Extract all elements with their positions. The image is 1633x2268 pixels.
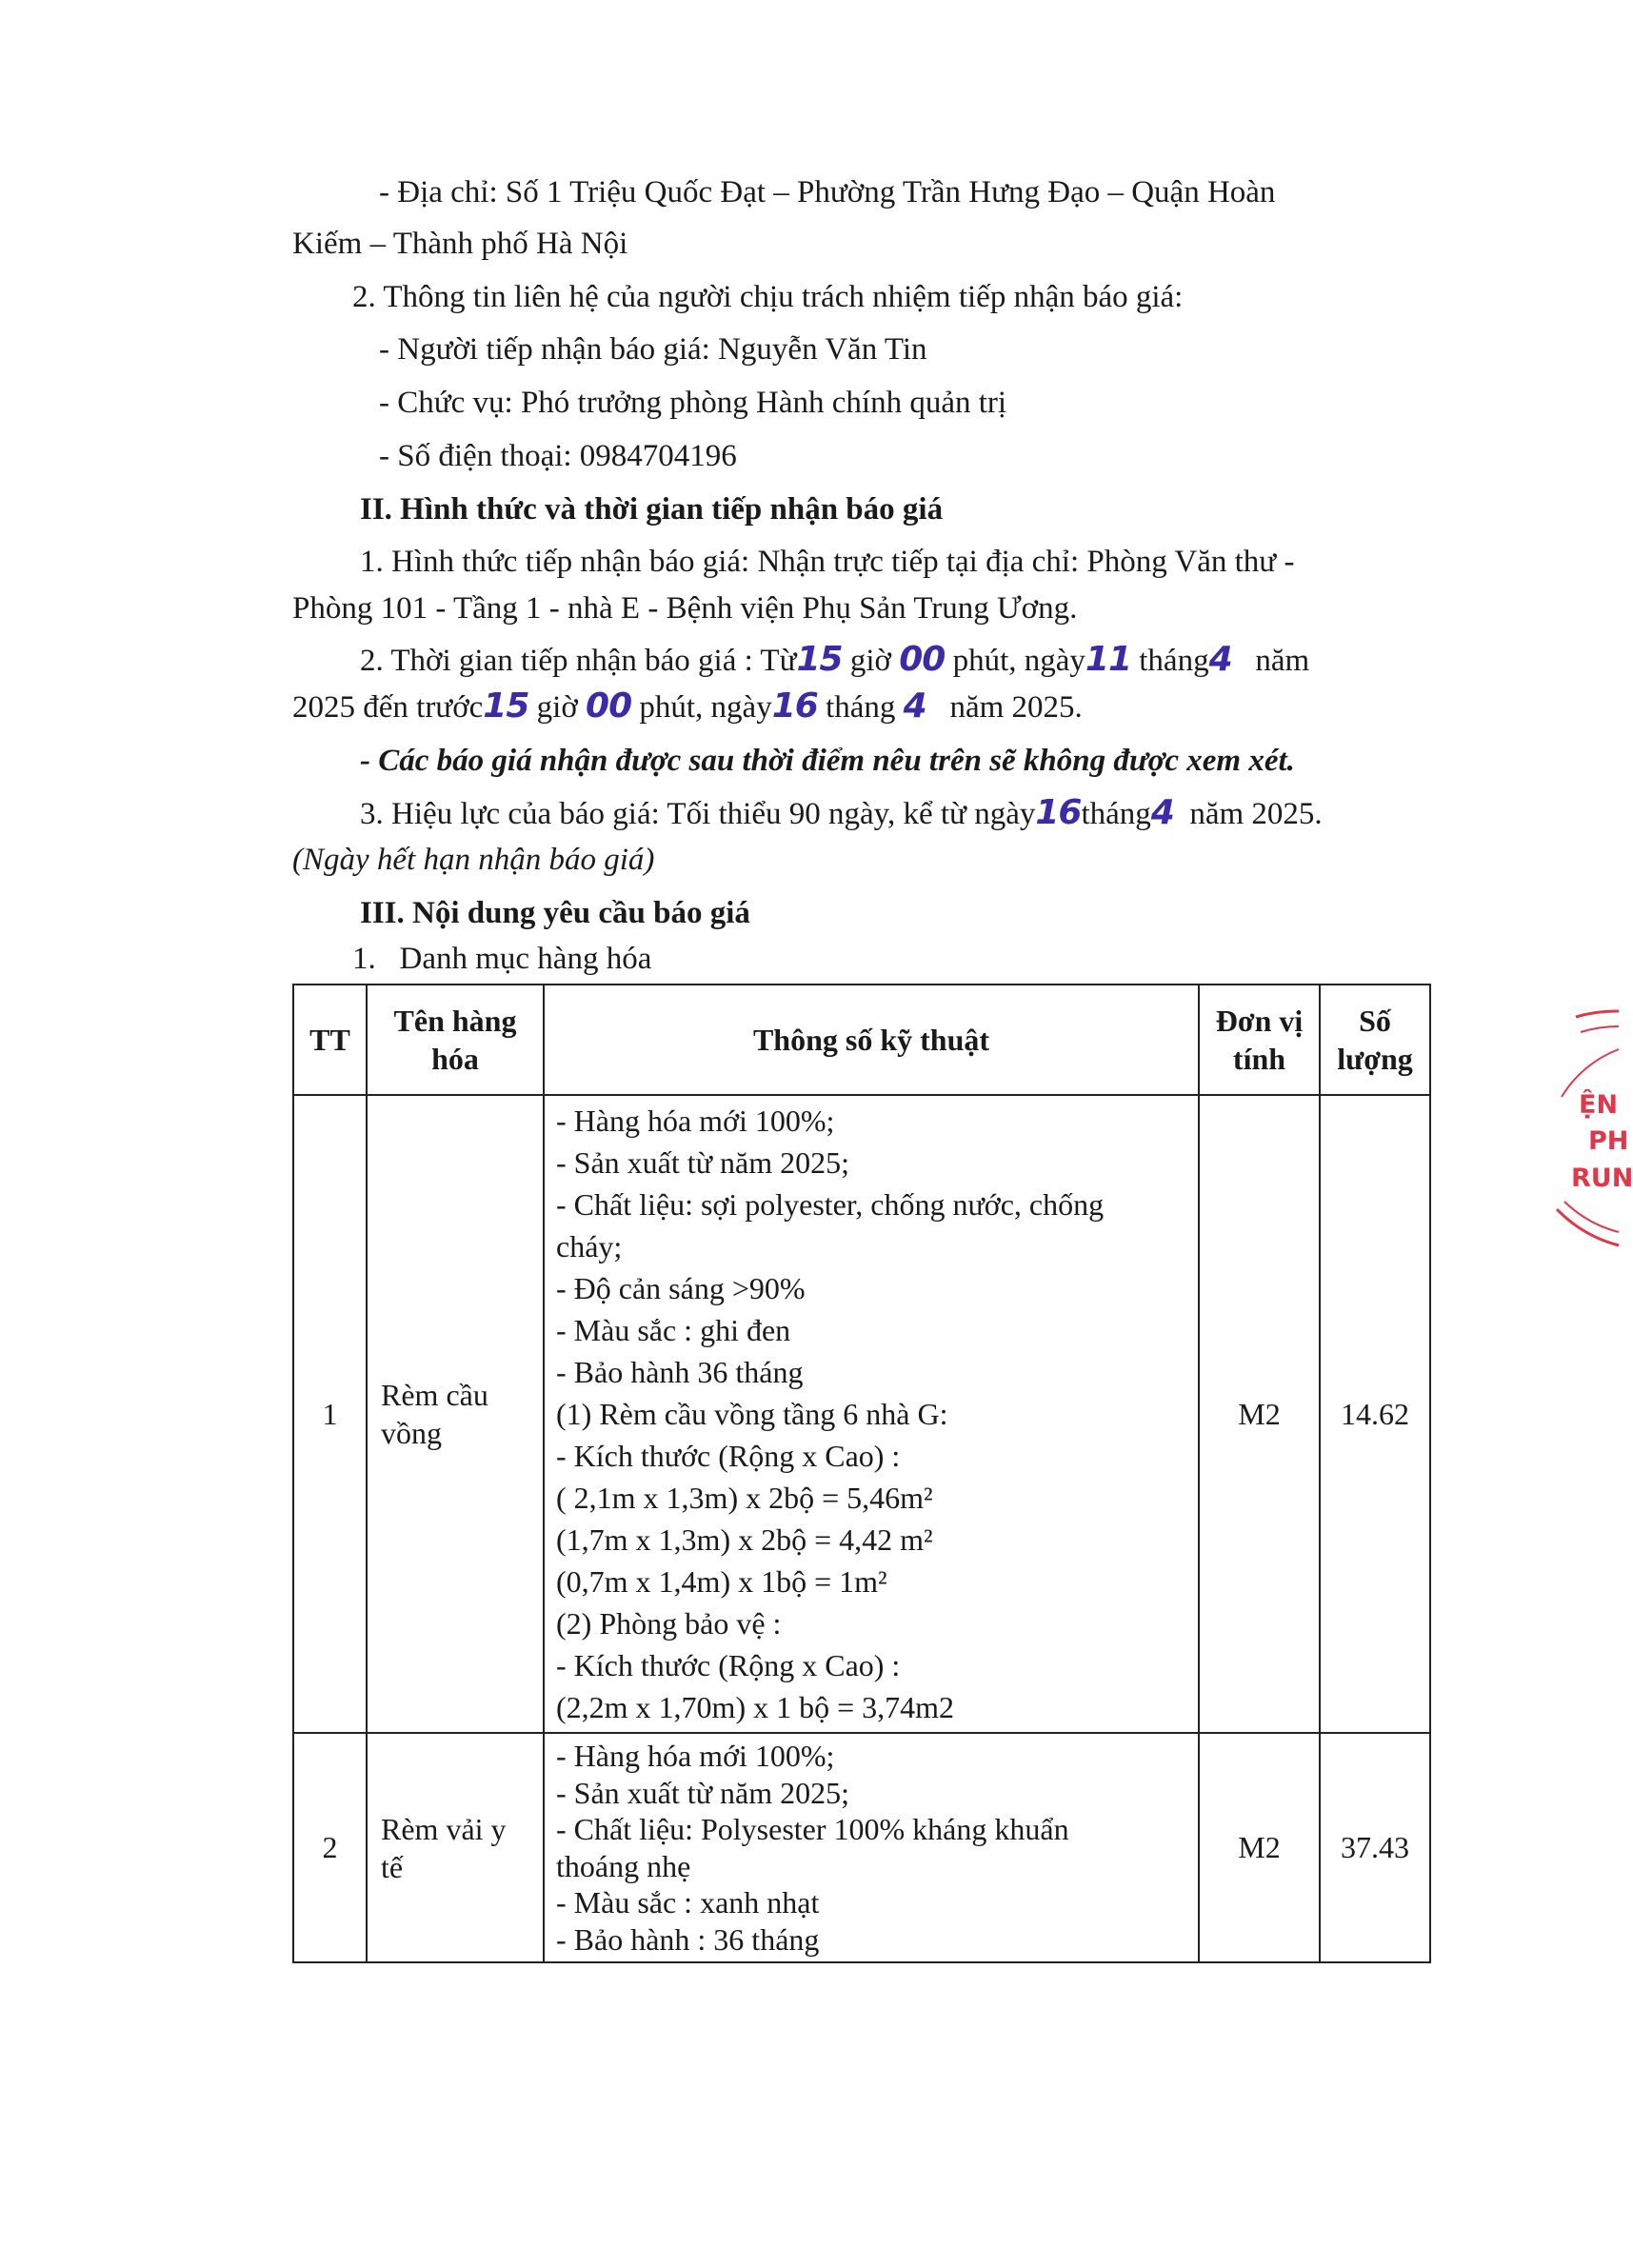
- row-1-name-line-2: vồng: [381, 1416, 442, 1450]
- row-1-unit: M2: [1199, 1095, 1320, 1733]
- section-3-heading: III. Nội dung yêu cầu báo giá: [360, 896, 750, 930]
- row-2-tt: 2: [293, 1733, 367, 1962]
- row-2-spec-line: - Chất liệu: Polysester 100% kháng khuẩn: [556, 1812, 1069, 1846]
- row-1-name: [367, 1095, 544, 1733]
- header-qty-line-1: Số: [1359, 1004, 1391, 1038]
- header-tt: TT: [293, 985, 367, 1095]
- row-2-name-line-2: tế: [381, 1849, 404, 1884]
- time-text-from: 2. Thời gian tiếp nhận báo giá : Từ: [360, 644, 797, 678]
- row-1-tt: 1: [293, 1095, 367, 1733]
- section-2-heading: II. Hình thức và thời gian tiếp nhận báo giá: [360, 492, 944, 527]
- time-text-month-2: tháng: [826, 690, 896, 725]
- time-text-until: 2025 đến trước: [292, 690, 484, 725]
- row-1-spec-line: - Hàng hóa mới 100%;: [556, 1104, 835, 1138]
- table-row: [293, 1095, 1430, 1733]
- stamp-text-line-3: RUN: [1571, 1164, 1633, 1193]
- header-unit: [1199, 985, 1320, 1095]
- row-1-qty: 14.62: [1320, 1095, 1430, 1733]
- header-name-line-1: Tên hàng: [393, 1004, 517, 1038]
- time-text-year-2: năm 2025.: [949, 690, 1083, 725]
- row-1-spec-line: ( 2,1m x 1,3m) x 2bộ = 5,46m²: [556, 1481, 933, 1515]
- header-qty-line-2: lượng: [1337, 1042, 1413, 1076]
- stamp-text-line-2: PH: [1588, 1126, 1629, 1156]
- time-text-hour-2: giờ: [536, 690, 578, 725]
- header-name-line-2: hóa: [431, 1042, 479, 1076]
- section-2-item-1-line-2: Phòng 101 - Tầng 1 - nhà E - Bệnh viện Phụ Sản Trung Ương.: [292, 591, 1078, 626]
- header-spec: Thông số kỹ thuật: [544, 985, 1199, 1095]
- row-1-spec-line: - Chất liệu: sợi polyester, chống nước, chống: [556, 1187, 1105, 1222]
- validity-text-month: tháng: [1081, 797, 1151, 831]
- stamp-ring-top-outer: [1576, 1011, 1619, 1017]
- time-text-hour-1: giờ: [849, 644, 891, 678]
- handwritten-hour-2: 15: [483, 686, 529, 726]
- validity-note: (Ngày hết hạn nhận báo giá): [292, 843, 655, 877]
- time-text-minute-1: phút, ngày: [952, 644, 1085, 678]
- handwritten-day-1: 11: [1085, 640, 1131, 679]
- validity-text: 3. Hiệu lực của báo giá: Tối thiểu 90 ngày, kể từ ngày: [360, 797, 1036, 831]
- header-name: [367, 985, 544, 1095]
- row-2-name-line-1: Rèm vải y: [381, 1811, 507, 1846]
- row-2-qty: 37.43: [1320, 1733, 1430, 1962]
- address-line-1: - Địa chỉ: Số 1 Triệu Quốc Đạt – Phường Trần Hưng Đạo – Quận Hoàn: [379, 175, 1276, 209]
- header-qty: [1320, 985, 1430, 1095]
- row-2-spec-line: - Bảo hành : 36 tháng: [556, 1921, 820, 1957]
- row-1-spec-line: - Kích thước (Rộng x Cao) :: [556, 1439, 901, 1473]
- handwritten-validity-month: 4: [1150, 793, 1174, 832]
- header-unit-line-1: Đơn vị: [1215, 1004, 1304, 1038]
- stamp-text-line-1: ỆN: [1579, 1090, 1619, 1120]
- header-unit-line-2: tính: [1232, 1042, 1286, 1076]
- validity-text-year: năm 2025.: [1189, 797, 1323, 831]
- goods-table: [292, 984, 1431, 1963]
- time-text-minute-2: phút, ngày: [639, 690, 772, 725]
- handwritten-minute-2: 00: [586, 686, 632, 726]
- row-1-spec: [544, 1095, 1199, 1733]
- stamp-ring-bottom-inner: [1564, 1202, 1619, 1232]
- row-1-spec-line: (0,7m x 1,4m) x 1bộ = 1m²: [556, 1564, 887, 1599]
- row-1-spec-line: - Màu sắc : ghi đen: [556, 1313, 791, 1347]
- time-text-year-1: năm: [1255, 644, 1310, 678]
- section-2-item-1-line-1: 1. Hình thức tiếp nhận báo giá: Nhận trực tiếp tại địa chỉ: Phòng Văn thư -: [360, 545, 1295, 579]
- handwritten-day-2: 16: [771, 686, 818, 726]
- row-2-unit: M2: [1199, 1733, 1320, 1962]
- row-2-spec: [544, 1733, 1199, 1962]
- table-header-row: [293, 985, 1430, 1095]
- row-2-spec-line: - Sản xuất từ năm 2025;: [556, 1775, 849, 1810]
- handwritten-minute-1: 00: [899, 640, 946, 679]
- late-quote-note: - Các báo giá nhận được sau thời điểm nêu trên sẽ không được xem xét.: [360, 744, 1295, 778]
- stamp-ring-top-inner: [1581, 1026, 1619, 1032]
- handwritten-hour-1: 15: [796, 640, 843, 679]
- row-1-spec-line: (2) Phòng bảo vệ :: [556, 1606, 782, 1641]
- row-1-spec-line: - Sản xuất từ năm 2025;: [556, 1145, 849, 1180]
- receiver-line: - Người tiếp nhận báo giá: Nguyễn Văn Tin: [379, 332, 927, 367]
- row-2-spec-line: thoáng nhẹ: [556, 1848, 691, 1883]
- row-1-spec-line: - Bảo hành 36 tháng: [556, 1355, 804, 1389]
- section-2-item-2-line-1: [360, 641, 1309, 680]
- handwritten-month-1: 4: [1208, 640, 1232, 679]
- row-2-spec-line: - Màu sắc : xanh nhạt: [556, 1885, 820, 1920]
- section-2-item-3: [360, 794, 1323, 833]
- row-2-name: [367, 1733, 544, 1962]
- row-1-name-line-1: Rèm cầu: [381, 1378, 488, 1412]
- section-2-item-2-line-2: [292, 687, 1083, 726]
- row-1-spec-line: - Kích thước (Rộng x Cao) :: [556, 1648, 901, 1682]
- row-1-spec-line: - Độ cản sáng >90%: [556, 1271, 806, 1305]
- goods-list-heading: 1. Danh mục hàng hóa: [352, 942, 652, 976]
- stamp-ring-bottom-outer: [1557, 1209, 1619, 1245]
- row-2-spec-line: - Hàng hóa mới 100%;: [556, 1739, 835, 1773]
- contact-heading: 2. Thông tin liên hệ của người chịu trách nhiệm tiếp nhận báo giá:: [352, 280, 1184, 314]
- address-line-2: Kiếm – Thành phố Hà Nội: [292, 227, 628, 261]
- position-line: - Chức vụ: Phó trưởng phòng Hành chính quản trị: [379, 386, 1007, 420]
- row-1-spec-line: (2,2m x 1,70m) x 1 bộ = 3,74m2: [556, 1690, 955, 1724]
- row-1-spec-line: (1) Rèm cầu vồng tầng 6 nhà G:: [556, 1397, 948, 1431]
- time-text-month-1: tháng: [1139, 644, 1209, 678]
- handwritten-validity-day: 16: [1035, 793, 1082, 832]
- row-1-spec-line: cháy;: [556, 1229, 623, 1263]
- table-row: [293, 1733, 1430, 1962]
- handwritten-month-2: 4: [903, 686, 926, 726]
- phone-line: - Số điện thoại: 0984704196: [379, 439, 737, 473]
- row-1-spec-line: (1,7m x 1,3m) x 2bộ = 4,42 m²: [556, 1522, 933, 1557]
